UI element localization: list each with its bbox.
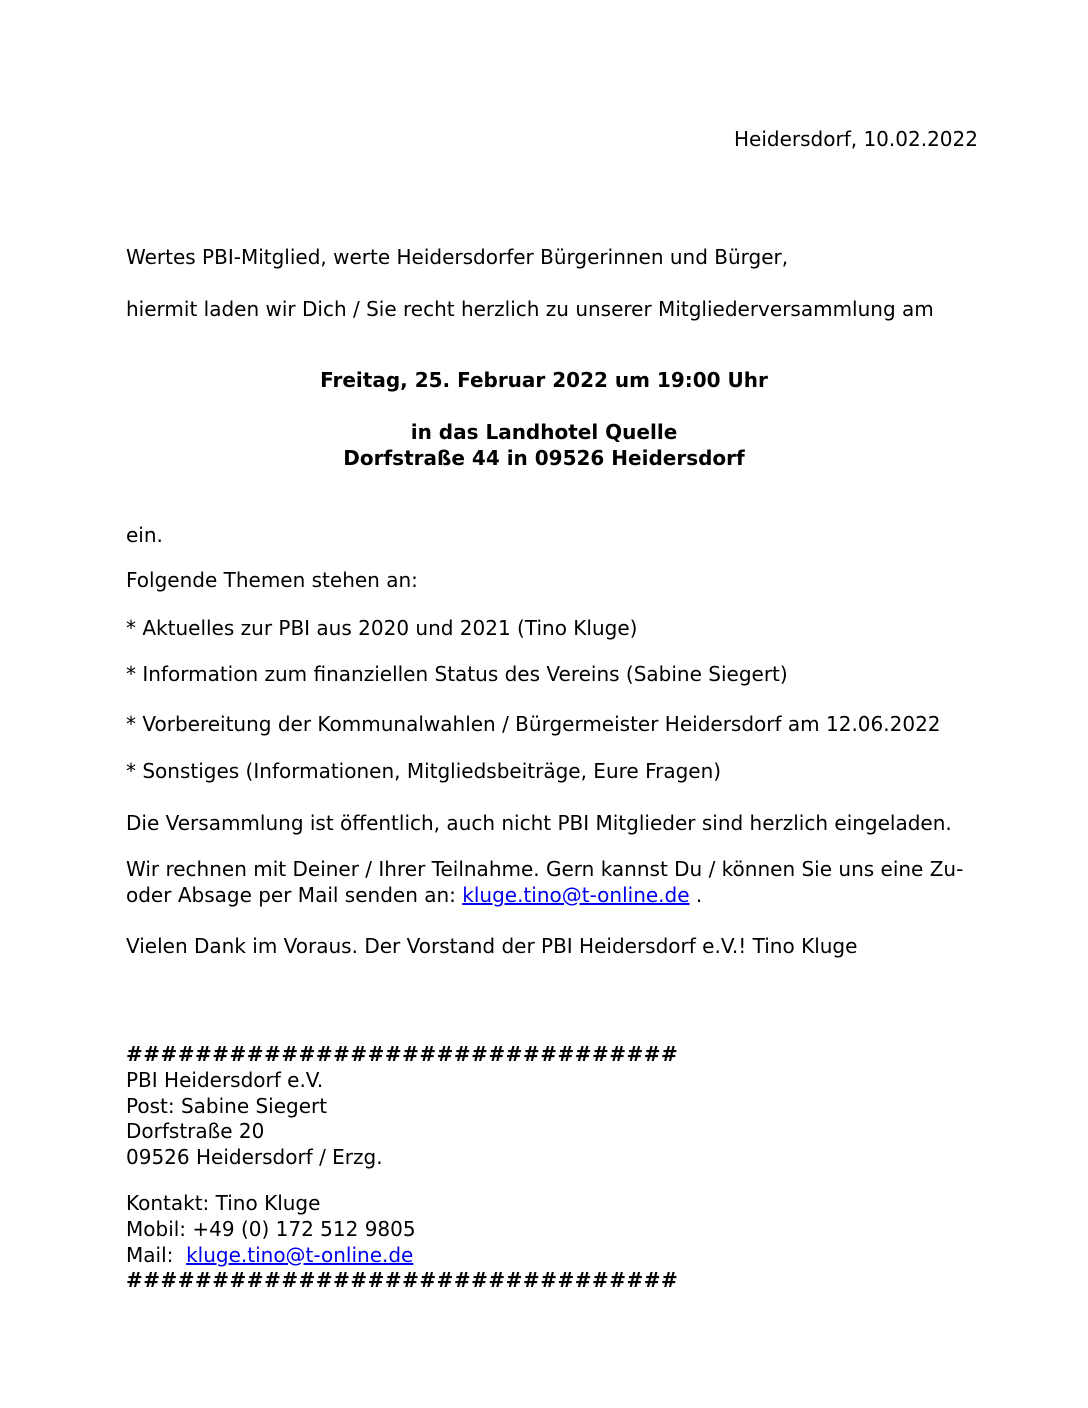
- event-date: Freitag, 25. Februar 2022 um 19:00 Uhr: [320, 368, 768, 392]
- invitation-text: hiermit laden wir Dich / Sie recht herzlich zu unserer Mitgliederversammlung am: [126, 297, 934, 321]
- topic-item: * Aktuelles zur PBI aus 2020 und 2021 (Tino Kluge): [126, 616, 638, 640]
- mail-line: [126, 1242, 413, 1268]
- closing: Vielen Dank im Voraus. Der Vorstand der PBI Heidersdorf e.V.! Tino Kluge: [126, 934, 858, 958]
- topic-item: * Vorbereitung der Kommunalwahlen / Bürgermeister Heidersdorf am 12.06.2022: [126, 712, 941, 736]
- topic-item: * Sonstiges (Informationen, Mitgliedsbeiträge, Eure Fragen): [126, 759, 722, 783]
- mobile-number: Mobil: +49 (0) 172 512 9805: [126, 1217, 416, 1241]
- org-name: PBI Heidersdorf e.V.: [126, 1068, 324, 1092]
- place-date: Heidersdorf, 10.02.2022: [734, 127, 978, 151]
- contact-person: Kontakt: Tino Kluge: [126, 1191, 321, 1215]
- separator-top: ################################: [126, 1042, 679, 1066]
- topics-intro: Folgende Themen stehen an:: [126, 568, 418, 592]
- public-note: Die Versammlung ist öffentlich, auch nicht PBI Mitglieder sind herzlich eingeladen.: [126, 811, 952, 835]
- street-address: Dorfstraße 20: [126, 1119, 265, 1143]
- venue-name: in das Landhotel Quelle: [410, 420, 678, 444]
- rsvp-line-2: [126, 882, 702, 908]
- post-contact: Post: Sabine Siegert: [126, 1094, 328, 1118]
- invitation-end: ein.: [126, 523, 163, 547]
- rsvp-suffix: .: [689, 883, 703, 907]
- topic-item: * Information zum finanziellen Status des Vereins (Sabine Siegert): [126, 662, 788, 686]
- salutation: Wertes PBI-Mitglied, werte Heidersdorfer Bürgerinnen und Bürger,: [126, 245, 789, 269]
- rsvp-line-1: Wir rechnen mit Deiner / Ihrer Teilnahme. Gern kannst Du / können Sie uns eine Zu-: [126, 857, 964, 881]
- city-address: 09526 Heidersdorf / Erzg.: [126, 1145, 383, 1169]
- venue-address: Dorfstraße 44 in 09526 Heidersdorf: [343, 446, 745, 470]
- separator-bottom: ################################: [126, 1268, 679, 1292]
- rsvp-prefix: oder Absage per Mail senden an:: [126, 883, 463, 907]
- rsvp-email-link[interactable]: kluge.tino@t-online.de: [462, 883, 690, 907]
- mail-label: Mail:: [126, 1243, 187, 1267]
- mail-email-link[interactable]: kluge.tino@t-online.de: [186, 1243, 414, 1267]
